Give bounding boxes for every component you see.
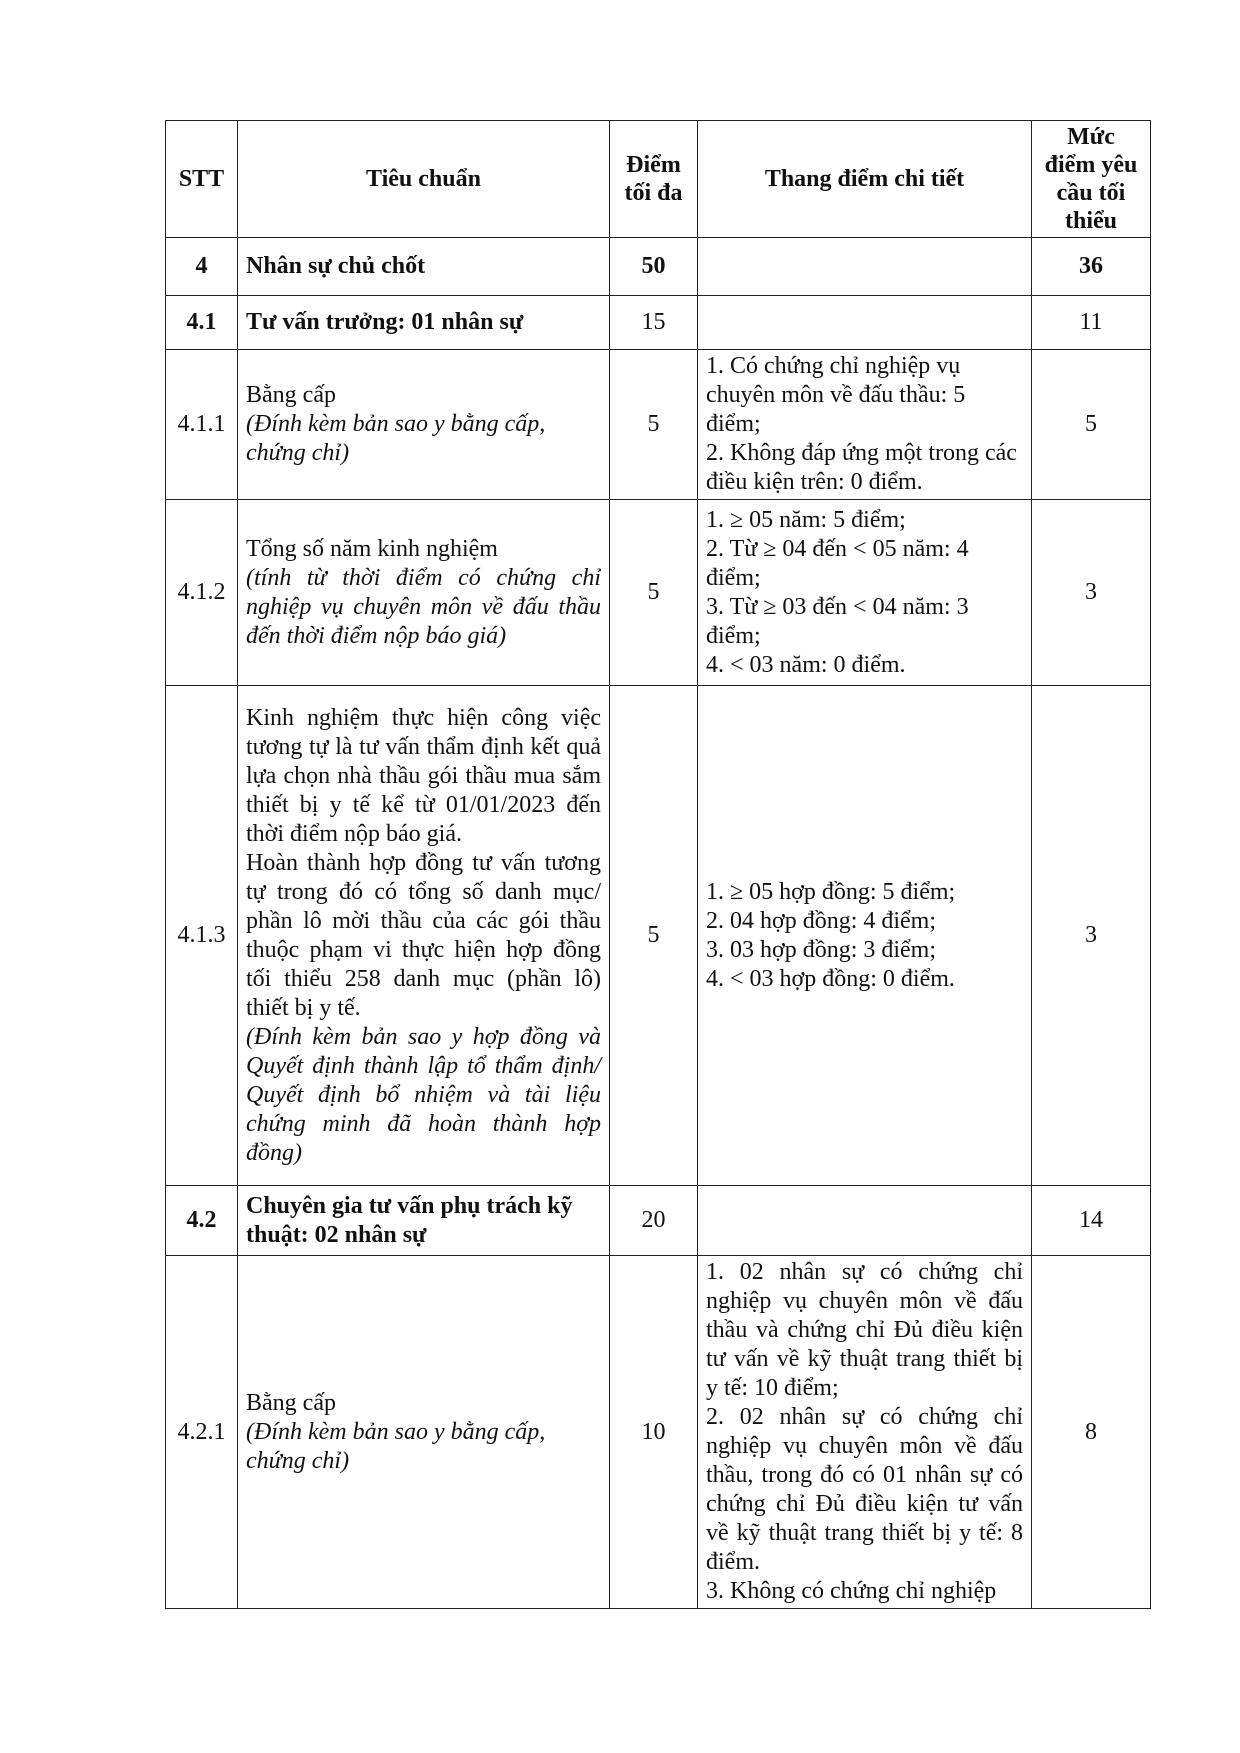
table-row [166,686,1151,1186]
table-row [166,238,1151,296]
criteria-cell [238,1256,610,1609]
detail-item: 2. Từ ≥ 04 đến < 05 năm: 4 điểm; [706,535,969,591]
stt-cell: 4.1 [166,296,238,350]
stt-cell: 4 [166,238,238,296]
max-score-cell: 20 [610,1186,698,1256]
stt-cell: 4.2.1 [166,1256,238,1609]
criteria-title: Kinh nghiệm thực hiện công việc tương tự là tư vấn thẩm định kết quả lựa chọn nhà thầu gói thầu mua sắm thiết bị y tế kể từ 01/01/2023 đến thời điểm nộp báo giá. [246,704,601,847]
stt-cell: 4.1.2 [166,500,238,686]
criteria-note: (tính từ thời điểm có chứng chỉ nghiệp vụ chuyên môn về đấu thầu đến thời điểm nộp báo giá) [246,564,601,649]
stt-cell: 4.2 [166,1186,238,1256]
table-row [166,1256,1151,1609]
criteria-cell: Tư vấn trưởng: 01 nhân sự [238,296,610,350]
criteria-cell [238,500,610,686]
table-row [166,500,1151,686]
min-score-cell: 3 [1032,500,1151,686]
stt-cell: 4.1.1 [166,350,238,500]
max-score-cell: 10 [610,1256,698,1609]
detail-item: 3. Từ ≥ 03 đến < 04 năm: 3 điểm; [706,593,969,649]
detail-item: 1. 02 nhân sự có chứng chỉ nghiệp vụ chuyên môn về đấu thầu và chứng chỉ Đủ điều kiện tư vấn về kỹ thuật trang thiết bị y tế: 10 điểm; [706,1259,1023,1401]
detail-item: 4. < 03 hợp đồng: 0 điểm. [706,965,955,992]
detail-cell [698,296,1032,350]
criteria-title: Bằng cấp [246,382,336,408]
detail-item: 4. < 03 năm: 0 điểm. [706,651,906,678]
table-row [166,296,1151,350]
detail-item: 1. Có chứng chỉ nghiệp vụ chuyên môn về đấu thầu: 5 điểm; [706,353,966,437]
max-score-cell: 5 [610,350,698,500]
header-detail: Thang điểm chi tiết [698,121,1032,238]
criteria-cell: Chuyên gia tư vấn phụ trách kỹ thuật: 02 nhân sự [238,1186,610,1256]
min-score-cell: 5 [1032,350,1151,500]
table-row [166,1186,1151,1256]
detail-item: 1. ≥ 05 hợp đồng: 5 điểm; [706,878,956,905]
detail-item: 3. 03 hợp đồng: 3 điểm; [706,936,937,963]
min-score-cell: 36 [1032,238,1151,296]
detail-cell [698,500,1032,686]
min-score-cell: 14 [1032,1186,1151,1256]
stt-cell: 4.1.3 [166,686,238,1186]
criteria-note: (Đính kèm bản sao y bằng cấp, chứng chỉ) [246,411,546,466]
max-score-cell: 5 [610,500,698,686]
min-score-cell: 8 [1032,1256,1151,1609]
detail-item: 2. Không đáp ứng một trong các điều kiện trên: 0 điểm. [706,440,1017,495]
detail-item: 2. 04 hợp đồng: 4 điểm; [706,907,937,934]
criteria-text: Hoàn thành hợp đồng tư vấn tương tự trong đó có tổng số danh mục/ phần lô mời thầu của các gói thầu thuộc phạm vi thực hiện hợp đồng tối thiểu 258 danh mục (phần lô) thiết bị y tế. [246,849,601,1021]
detail-item: 1. ≥ 05 năm: 5 điểm; [706,506,906,533]
criteria-cell [238,686,610,1186]
scoring-table [165,120,1151,1609]
detail-item: 3. Không có chứng chỉ nghiệp [706,1578,997,1604]
detail-cell [698,1186,1032,1256]
detail-cell [698,238,1032,296]
criteria-cell [238,350,610,500]
criteria-title: Tổng số năm kinh nghiệm [246,535,498,562]
header-row [166,121,1151,238]
header-min-score: Mức điểm yêu cầu tối thiểu [1032,121,1151,238]
max-score-cell: 5 [610,686,698,1186]
min-score-cell: 11 [1032,296,1151,350]
min-score-cell: 3 [1032,686,1151,1186]
criteria-note: (Đính kèm bản sao y hợp đồng và Quyết định thành lập tổ thẩm định/ Quyết định bổ nhiệm và tài liệu chứng minh đã hoàn thành hợp đồng) [246,1023,601,1166]
detail-cell [698,1256,1032,1609]
header-criteria: Tiêu chuẩn [238,121,610,238]
max-score-cell: 15 [610,296,698,350]
detail-cell [698,686,1032,1186]
header-max-score: Điểm tối đa [610,121,698,238]
detail-cell [698,350,1032,500]
criteria-note: (Đính kèm bản sao y bằng cấp, chứng chỉ) [246,1418,546,1474]
header-stt: STT [166,121,238,238]
table-row [166,350,1151,500]
detail-item: 2. 02 nhân sự có chứng chỉ nghiệp vụ chuyên môn về đấu thầu, trong đó có 01 nhân sự có chứng chỉ Đủ điều kiện tư vấn về kỹ thuật trang thiết bị y tế: 8 điểm. [706,1404,1023,1575]
max-score-cell: 50 [610,238,698,296]
criteria-cell: Nhân sự chủ chốt [238,238,610,296]
criteria-title: Bằng cấp [246,1389,336,1416]
